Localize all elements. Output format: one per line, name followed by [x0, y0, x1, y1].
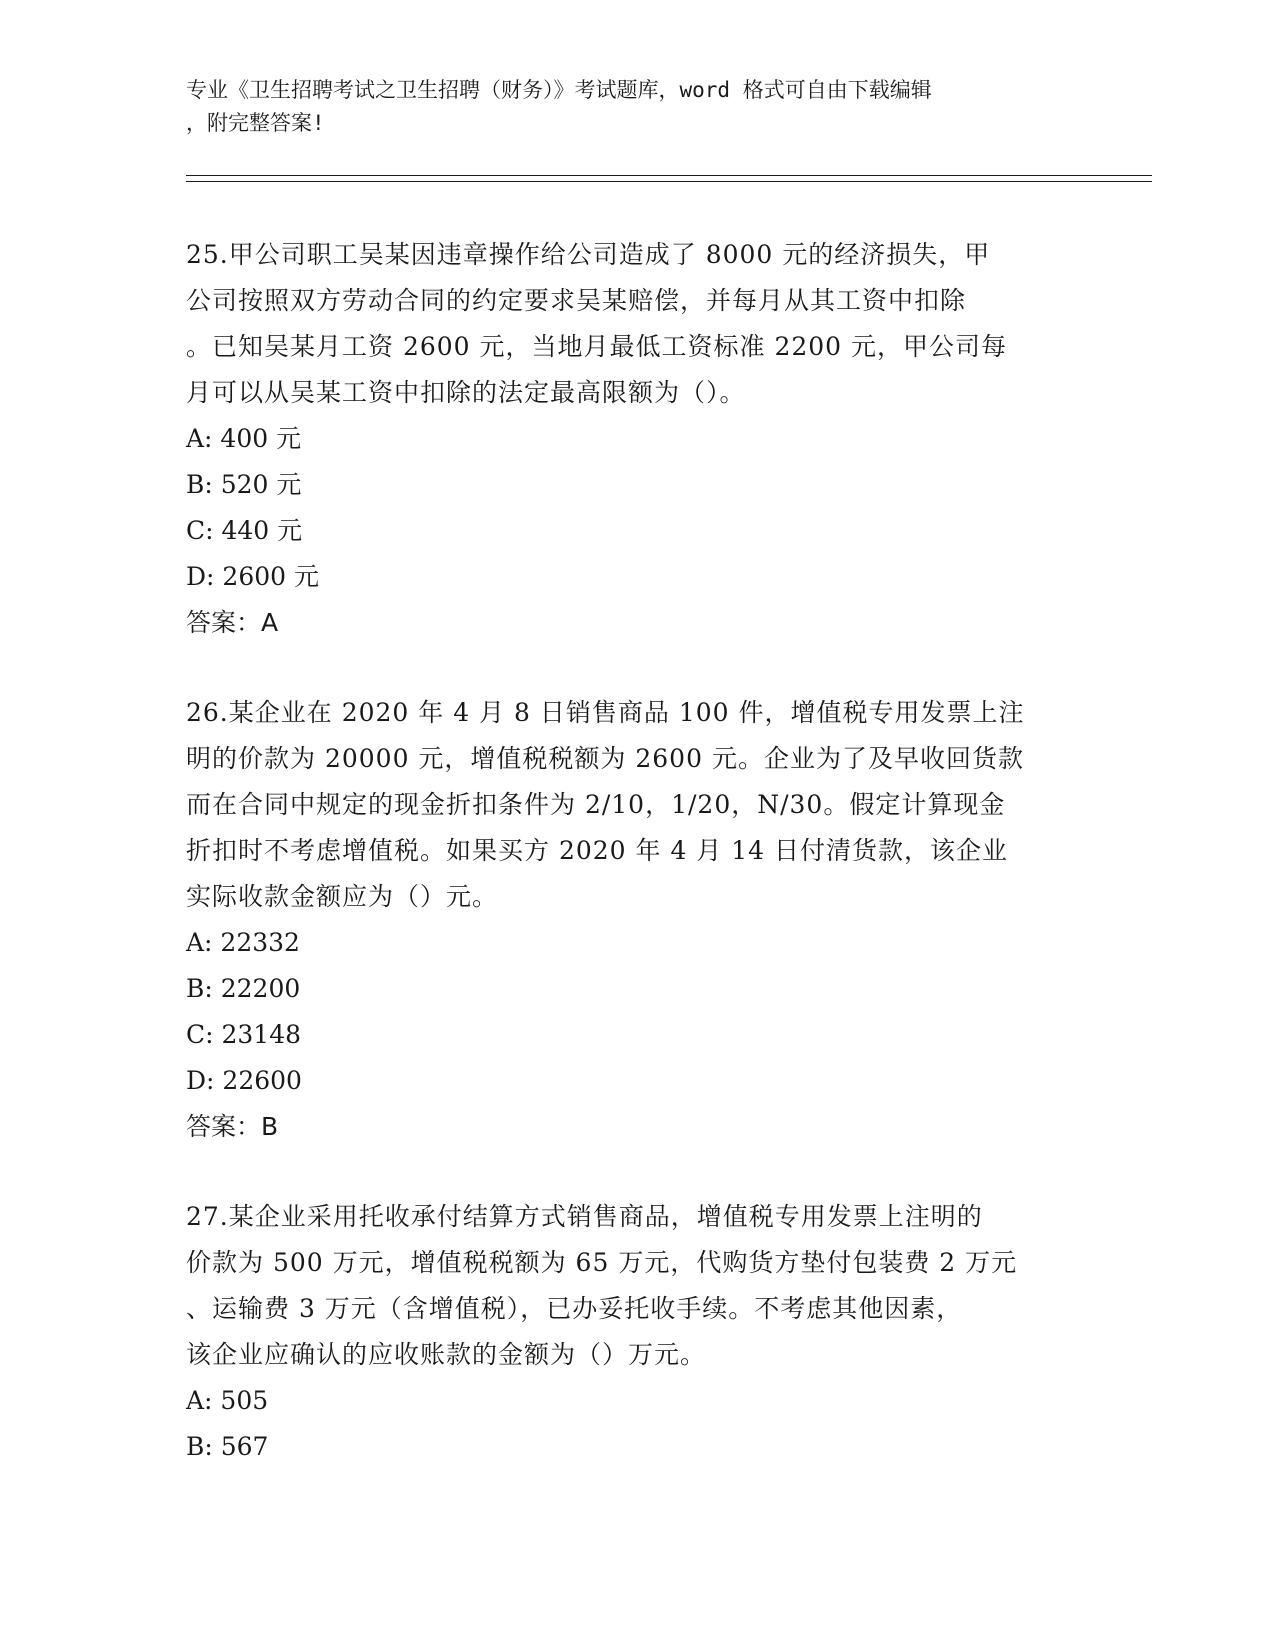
- option-a: A: 22332: [186, 928, 300, 957]
- header-line-1: 专业《卫生招聘考试之卫生招聘（财务）》考试题库，word 格式可自由下载编辑: [186, 78, 932, 102]
- question-text-line: 26.某企业在 2020 年 4 月 8 日销售商品 100 件，增值税专用发票上注: [186, 698, 1025, 727]
- option-d: D: 22600: [186, 1066, 302, 1095]
- spacer: [186, 1150, 1086, 1194]
- option-d: D: 2600 元: [186, 562, 319, 591]
- header-line-2: ，附完整答案!: [186, 111, 325, 135]
- question-text-line: 实际收款金额应为（）元。: [186, 882, 499, 911]
- document-header: [186, 74, 1066, 140]
- spacer: [186, 646, 1086, 690]
- question-25: [186, 232, 1086, 646]
- answer: 答案：B: [186, 1112, 279, 1141]
- option-c: C: 23148: [186, 1020, 302, 1049]
- header-rule-bottom: [186, 181, 1152, 182]
- question-list: [186, 232, 1086, 1470]
- question-text-line: 该企业应确认的应收账款的金额为（）万元。: [186, 1340, 707, 1369]
- question-text-line: 、运输费 3 万元（含增值税），已办妥托收手续。不考虑其他因素，: [186, 1294, 963, 1323]
- question-text-line: 折扣时不考虑增值税。如果买方 2020 年 4 月 14 日付清货款，该企业: [186, 836, 1009, 865]
- option-b: B: 520 元: [186, 470, 302, 499]
- answer: 答案：A: [186, 608, 279, 637]
- option-b: B: 22200: [186, 974, 301, 1003]
- question-26: [186, 690, 1086, 1150]
- question-27: [186, 1194, 1086, 1470]
- question-text-line: 而在合同中规定的现金折扣条件为 2/10，1/20，N/30。假定计算现金: [186, 790, 1006, 819]
- option-b: B: 567: [186, 1432, 269, 1461]
- option-a: A: 505: [186, 1386, 269, 1415]
- question-text-line: 月可以从吴某工资中扣除的法定最高限额为（）。: [186, 378, 746, 407]
- question-text-line: 27.某企业采用托收承付结算方式销售商品，增值税专用发票上注明的: [186, 1202, 983, 1231]
- option-a: A: 400 元: [186, 424, 302, 453]
- question-text-line: 。已知吴某月工资 2600 元，当地月最低工资标准 2200 元，甲公司每: [186, 332, 1008, 361]
- question-text-line: 公司按照双方劳动合同的约定要求吴某赔偿，并每月从其工资中扣除: [186, 286, 967, 315]
- option-c: C: 440 元: [186, 516, 303, 545]
- header-rule-top: [186, 175, 1152, 176]
- question-text-line: 25.甲公司职工吴某因违章操作给公司造成了 8000 元的经济损失，甲: [186, 240, 991, 269]
- question-text-line: 明的价款为 20000 元，增值税税额为 2600 元。企业为了及早收回货款: [186, 744, 1024, 773]
- question-text-line: 价款为 500 万元，增值税税额为 65 万元，代购货方垫付包装费 2 万元: [186, 1248, 1018, 1277]
